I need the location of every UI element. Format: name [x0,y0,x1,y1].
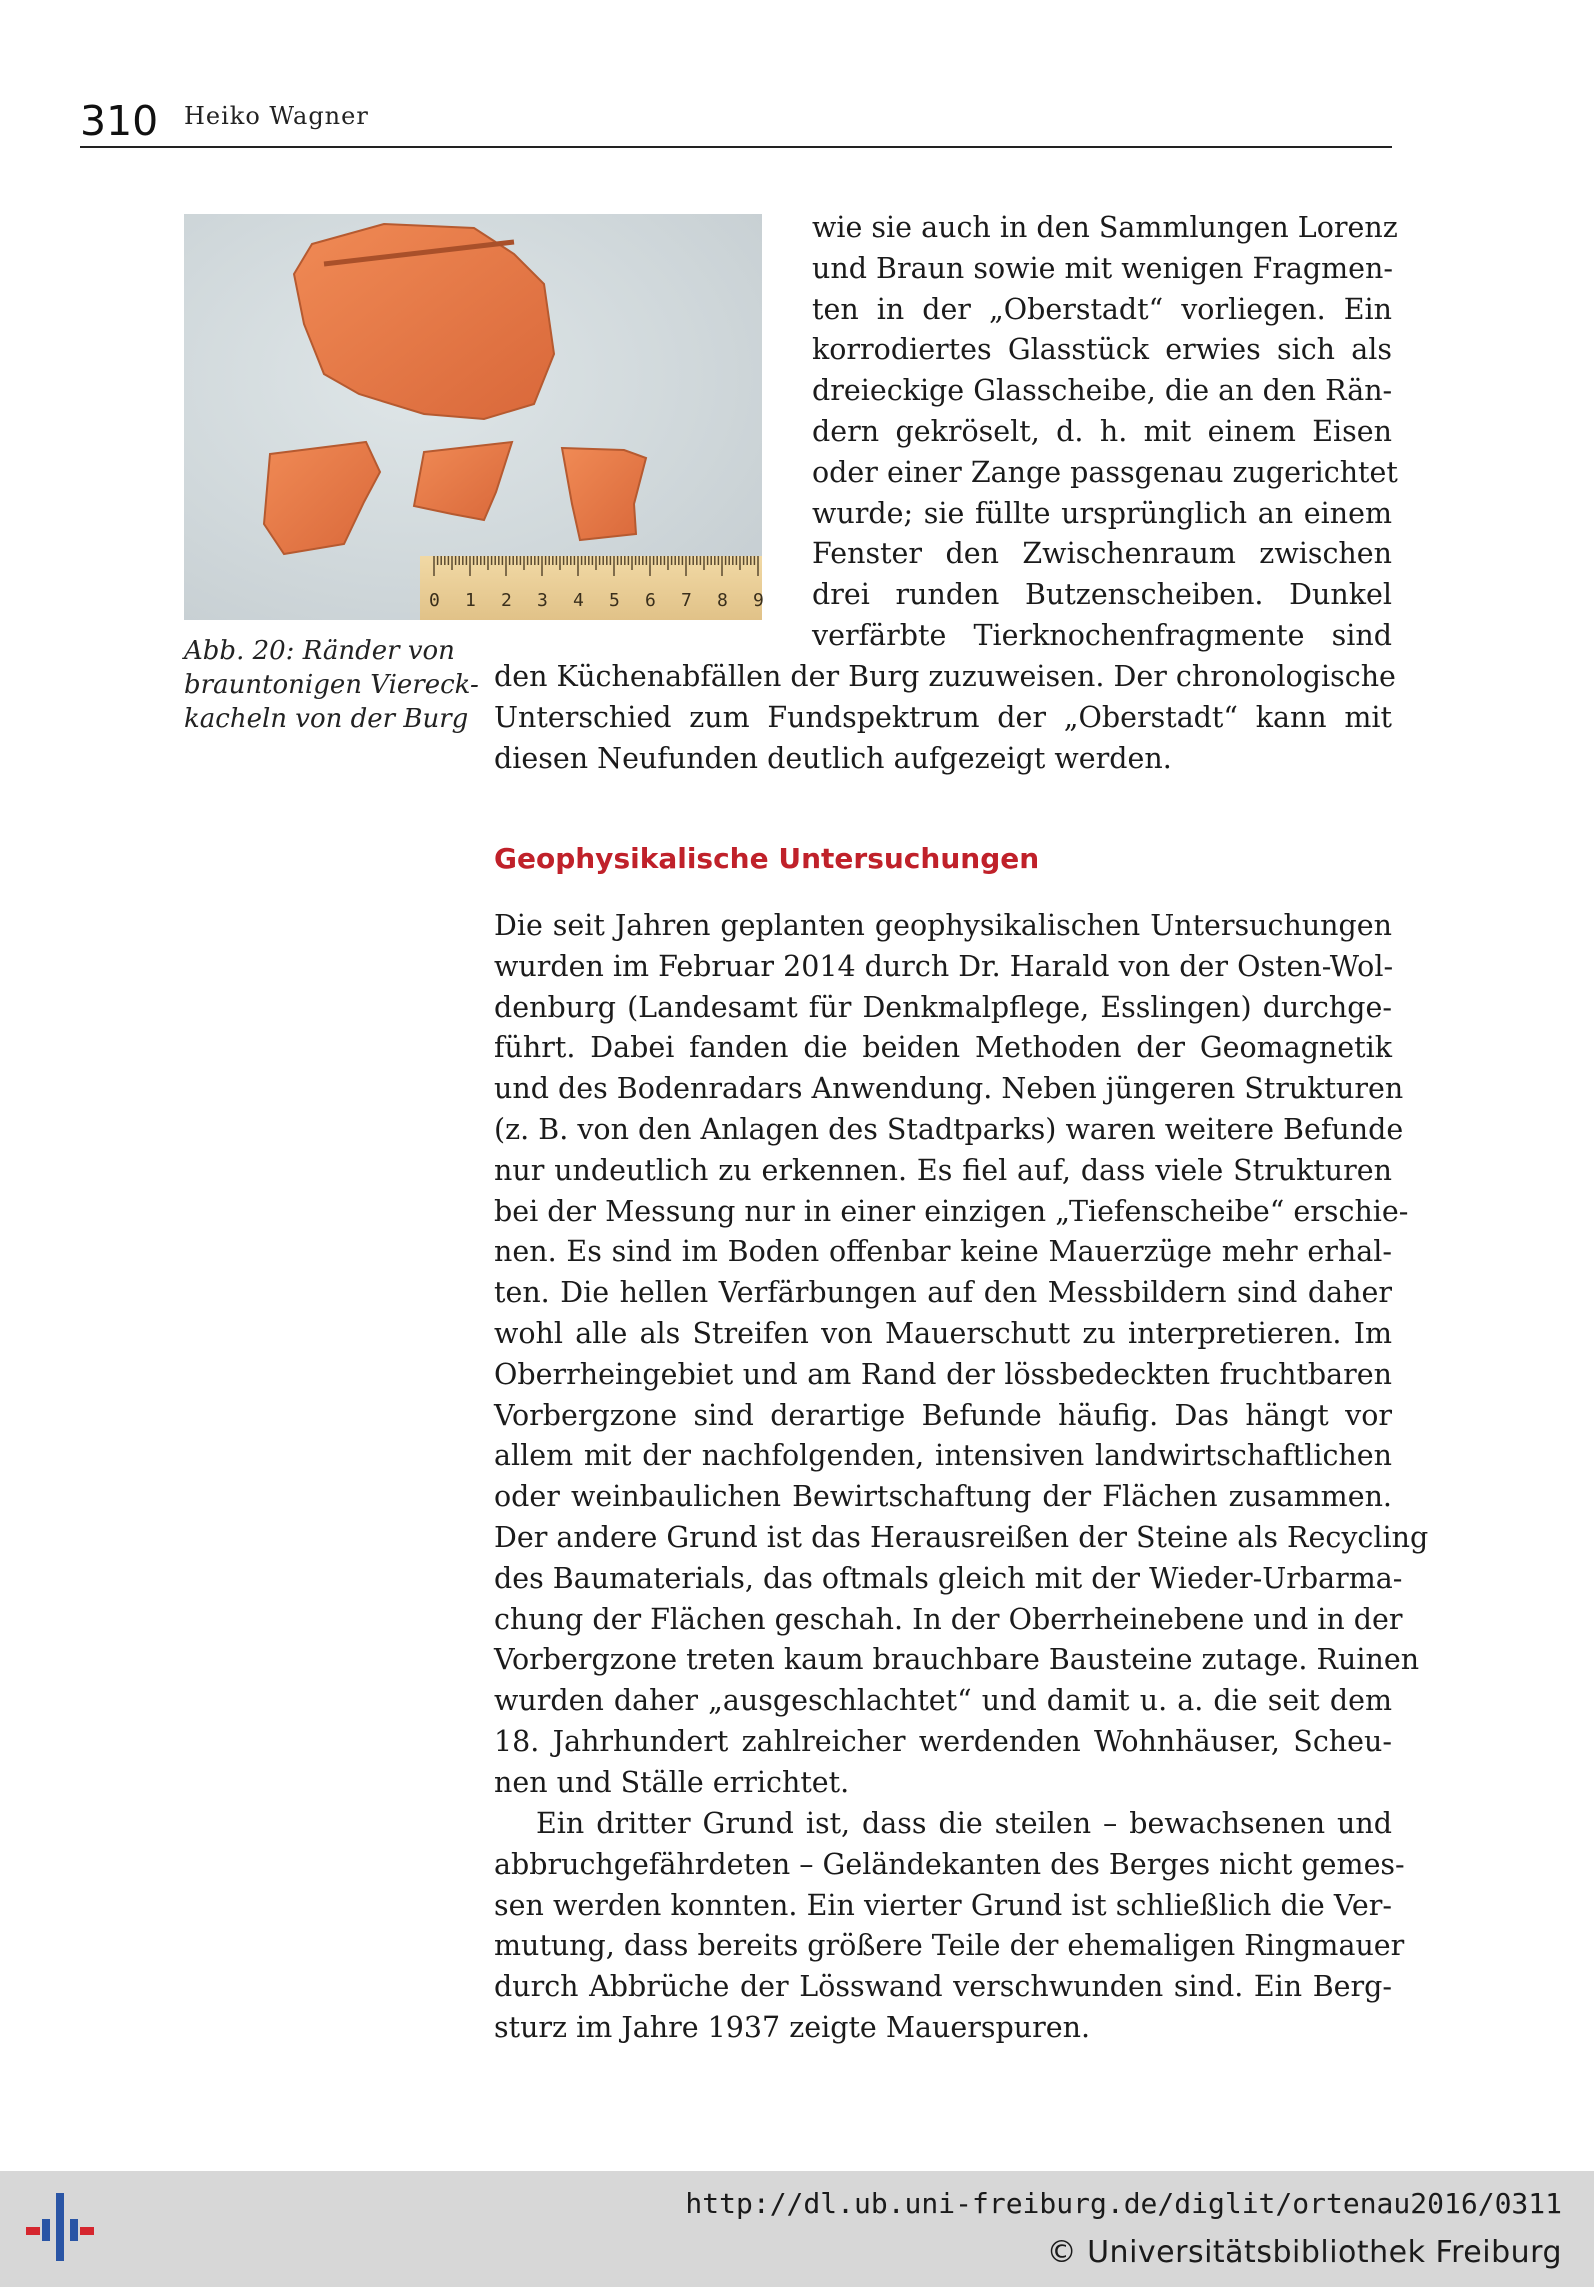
text-line: Vorbergzone treten kaum brauchbare Bausteine zutage. Ruinen [494,1643,1420,1677]
text-line: nen und Ställe errichtet. [494,1765,850,1799]
text-line: Der andere Grund ist das Herausreißen der Steine als Recycling [494,1520,1429,1554]
text-line: dreieckige Glasscheibe, die an den Rän- [812,374,1393,408]
running-head-author: Heiko Wagner [184,102,369,130]
text-line: wurde; sie füllte ursprünglich an einem [812,496,1392,530]
text-line: Vorbergzone sind derartige Befunde häufig. Das hängt vor [494,1398,1392,1432]
text-line: Oberrheingebiet und am Rand der lössbedeckten fruchtbaren [494,1357,1392,1391]
text-line: oder weinbaulichen Bewirtschaftung der Flächen zusammen. [494,1480,1392,1514]
caption-line: Abb. 20: Ränder von [184,636,455,666]
figure-photo [184,214,762,620]
text-line: wohl alle als Streifen von Mauerschutt zu interpretieren. Im [494,1316,1392,1350]
page-number: 310 [80,97,159,145]
ruler-number: 7 [681,590,692,611]
figure-caption [184,634,479,736]
text-line: nen. Es sind im Boden offenbar keine Mauerzüge mehr erhal- [494,1235,1392,1269]
text-line: wie sie auch in den Sammlungen Lorenz [812,211,1398,244]
ruler-number: 5 [609,590,620,611]
paragraph-2 [494,1804,1405,2049]
ruler-number: 2 [501,590,512,611]
text-line: (z. B. von den Anlagen des Stadtparks) waren weitere Befunde [494,1112,1404,1146]
text-line: dern gekröselt, d. h. mit einem Eisen [812,414,1392,448]
small-fragment-left [264,442,380,554]
ruler-number: 9 [753,590,764,611]
section-heading: Geophysikalische Untersuchungen [494,842,1040,875]
caption-line: kacheln von der Burg [184,704,469,734]
page-header [80,96,1392,148]
text-line: chung der Flächen geschah. In der Oberrheinebene und in der [494,1602,1403,1636]
text-line: nur undeutlich zu erkennen. Es fiel auf, dass viele Strukturen [494,1153,1392,1187]
caption-line: brauntonigen Viereck- [184,670,479,700]
text-line: wurden im Februar 2014 durch Dr. Harald von der Osten-Wol- [494,949,1394,983]
text-line: ten in der „Oberstadt“ vorliegen. Ein [812,292,1392,326]
text-line: drei runden Butzenscheiben. Dunkel [812,578,1392,612]
ruler-number: 8 [717,590,728,611]
text-line: Fenster den Zwischenraum zwischen [812,537,1392,571]
ruler-number: 6 [645,590,656,611]
text-line: durch Abbrüche der Lösswand verschwunden sind. Ein Berg- [494,1970,1392,2004]
text-line: mutung, dass bereits größere Teile der ehemaligen Ringmauer [494,1929,1405,1963]
ruler-number: 1 [465,590,476,611]
text-line: korrodiertes Glasstück erwies sich als [812,333,1392,367]
text-line: verfärbte Tierknochenfragmente sind [812,618,1392,652]
small-fragment-right [562,448,646,540]
text-line: wurden daher „ausgeschlachtet“ und damit u. a. die seit dem [494,1684,1392,1718]
text-line: allem mit der nachfolgenden, intensiven landwirtschaftlichen [494,1439,1392,1473]
text-line: den Küchenabfällen der Burg zuzuweisen. Der chronologische [494,660,1396,693]
text-line: Die seit Jahren geplanten geophysikalischen Untersuchungen [494,909,1392,942]
paragraph-1 [494,906,1429,1804]
intro-text-full-column [494,657,1396,779]
small-fragment-middle [414,442,512,520]
text-line: 18. Jahrhundert zahlreicher werdenden Wohnhäuser, Scheu- [494,1724,1392,1758]
library-logo-icon [18,2193,100,2261]
text-line: Unterschied zum Fundspektrum der „Oberstadt“ kann mit [494,700,1392,734]
ruler-number: 3 [537,590,548,611]
intro-text-narrow-column [812,208,1398,657]
text-line: und des Bodenradars Anwendung. Neben jüngeren Strukturen [494,1072,1404,1106]
text-line: abbruchgefährdeten – Geländekanten des Berges nicht gemes- [494,1847,1405,1881]
text-line: diesen Neufunden deutlich aufgezeigt werden. [494,741,1172,775]
footer-copyright: © Universitätsbibliothek Freiburg [1046,2235,1562,2270]
tile-fragments-illustration [184,214,762,620]
text-line: sen werden konnten. Ein vierter Grund ist schließlich die Ver- [494,1888,1392,1922]
text-line: denburg (Landesamt für Denkmalpflege, Esslingen) durchge- [494,990,1392,1024]
text-line: Ein dritter Grund ist, dass die steilen – bewachsenen und [536,1807,1392,1840]
footer-url-link[interactable]: http://dl.ub.uni-freiburg.de/diglit/ortenau2016/0311 [685,2187,1562,2220]
footer-bar [0,2171,1594,2287]
text-line: sturz im Jahre 1937 zeigte Mauerspuren. [494,2010,1091,2044]
text-line: oder einer Zange passgenau zugerichtet [812,455,1398,489]
text-line: ten. Die hellen Verfärbungen auf den Messbildern sind daher [494,1276,1392,1310]
text-line: und Braun sowie mit wenigen Fragmen- [812,251,1393,285]
text-line: führt. Dabei fanden die beiden Methoden der Geomagnetik [494,1031,1392,1065]
ruler-number: 4 [573,590,584,611]
ruler-number: 0 [429,590,440,611]
text-line: des Baumaterials, das oftmals gleich mit der Wieder-Urbarma- [494,1561,1403,1595]
text-line: bei der Messung nur in einer einzigen „Tiefenscheibe“ erschie- [494,1194,1409,1228]
